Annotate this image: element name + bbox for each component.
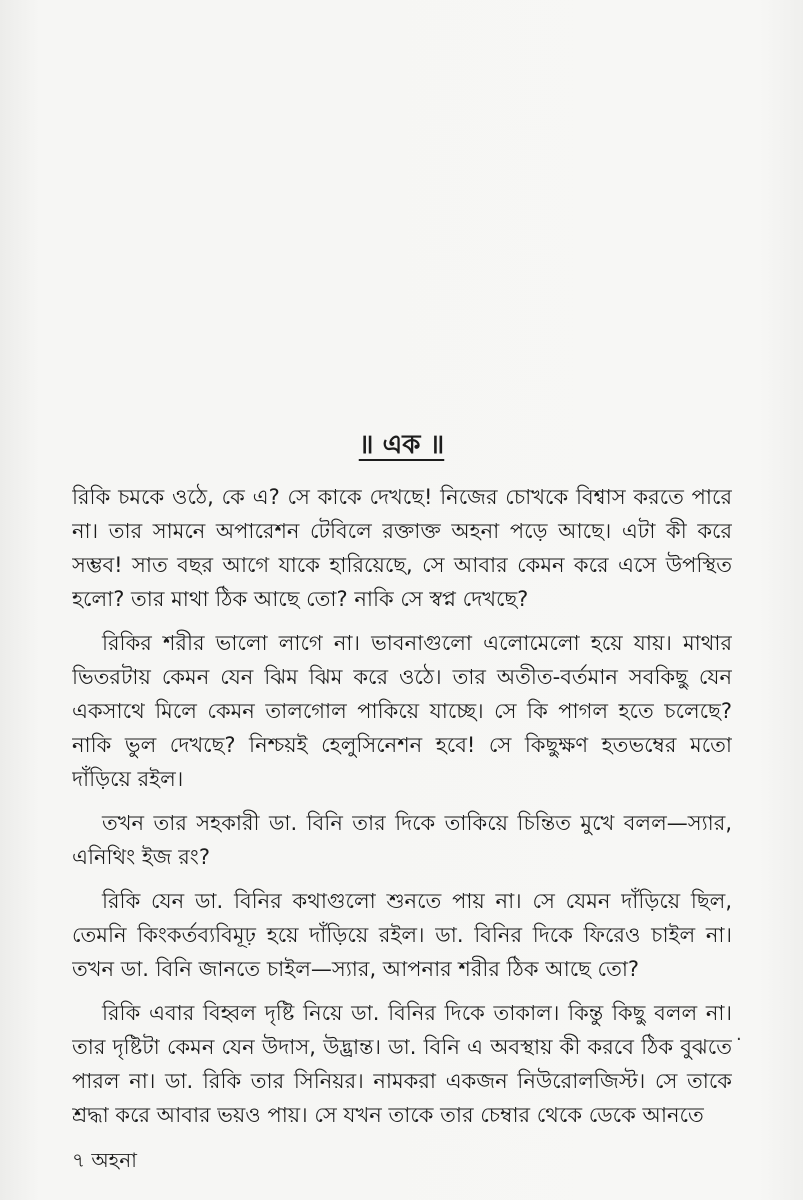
text-line: রিকি এবার বিহ্বল দৃষ্টি নিয়ে ডা. বিনির দিকে তাকাল। কিন্তু কিছু বলল না। bbox=[102, 1001, 732, 1025]
paragraph bbox=[72, 480, 732, 616]
paragraph bbox=[72, 806, 732, 874]
text-line: হলো? তার মাথা ঠিক আছে তো? নাকি সে স্বপ্ন দেখছে? bbox=[72, 587, 529, 611]
text-line: তখন ডা. বিনি জানতে চাইল—স্যার, আপনার শরীর ঠিক আছে তো? bbox=[72, 957, 640, 981]
text-line: তার দৃষ্টিটা কেমন যেন উদাস, উদ্ভ্রান্ত। ডা. বিনি এ অবস্থায় কী করবে ঠিক বুঝতে bbox=[72, 1035, 732, 1059]
text-line: একসাথে মিলে কেমন তালগোল পাকিয়ে যাচ্ছে। সে কি পাগল হতে চলেছে? bbox=[72, 699, 732, 723]
margin-mark: . bbox=[736, 1024, 742, 1045]
text-line: ভিতরটায় কেমন যেন ঝিম ঝিম করে ওঠে। তার অতীত-বর্তমান সবকিছু যেন bbox=[72, 665, 732, 689]
chapter-heading bbox=[0, 424, 803, 468]
text-line: রিকি যেন ডা. বিনির কথাগুলো শুনতে পায় না। সে যেমন দাঁড়িয়ে ছিল, bbox=[102, 889, 732, 913]
chapter-body bbox=[72, 480, 732, 1142]
text-line: তেমনি কিংকর্তব্যবিমূঢ় হয়ে দাঁড়িয়ে রইল। ডা. বিনির দিকে ফিরেও চাইল না। bbox=[72, 923, 732, 947]
text-line: নাকি ভুল দেখছে? নিশ্চয়ই হেলুসিনেশন হবে! সে কিছুক্ষণ হতভম্বের মতো bbox=[72, 733, 732, 757]
text-line: তখন তার সহকারী ডা. বিনি তার দিকে তাকিয়ে চিন্তিত মুখে বলল—স্যার, bbox=[102, 811, 732, 835]
paragraph bbox=[72, 996, 732, 1132]
bleed-through-text bbox=[60, 30, 760, 270]
text-line: না। তার সামনে অপারেশন টেবিলে রক্তাক্ত অহনা পড়ে আছে। এটা কী করে bbox=[72, 519, 732, 543]
text-line: রিকির শরীর ভালো লাগে না। ভাবনাগুলো এলোমেলো হয়ে যায়। মাথার bbox=[102, 631, 732, 655]
page-footer: ৭ অহনা bbox=[72, 1148, 137, 1172]
text-line: সম্ভব! সাত বছর আগে যাকে হারিয়েছে, সে আবার কেমন করে এসে উপস্থিত bbox=[72, 553, 732, 577]
text-line: রিকি চমকে ওঠে, কে এ? সে কাকে দেখছে! নিজের চোখকে বিশ্বাস করতে পারে bbox=[72, 485, 732, 509]
paragraph bbox=[72, 884, 732, 986]
text-line: এনিথিং ইজ রং? bbox=[72, 845, 210, 869]
chapter-heading-text: ॥ এক ॥ bbox=[358, 430, 445, 460]
paragraph bbox=[72, 626, 732, 796]
text-line: পারল না। ডা. রিকি তার সিনিয়র। নামকরা একজন নিউরোলজিস্ট। সে তাকে bbox=[72, 1069, 732, 1093]
text-line: দাঁড়িয়ে রইল। bbox=[72, 767, 184, 791]
text-line: শ্রদ্ধা করে আবার ভয়ও পায়। সে যখন তাকে তার চেম্বার থেকে ডেকে আনতে bbox=[72, 1103, 704, 1127]
